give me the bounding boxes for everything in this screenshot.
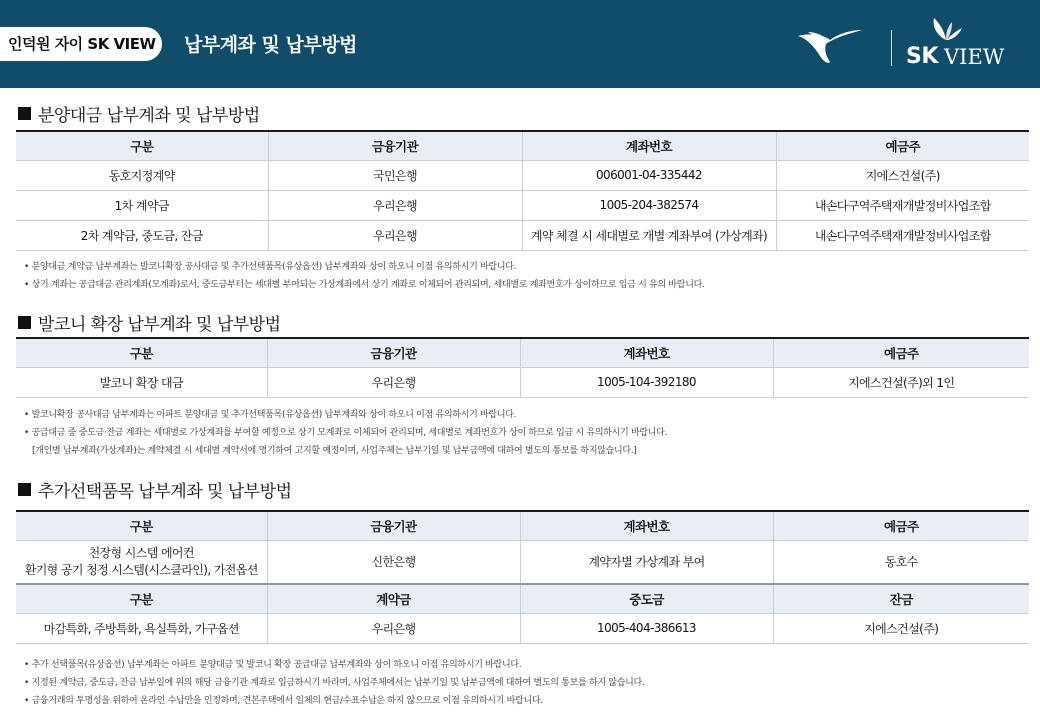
note-item: • 상기 계좌는 공급대금 관리계좌(모계좌)로서, 중도금부터는 세대별 부여되는 가상계좌에서 상기 계좌로 이체되어 관리되며, 세대별로 계좌번호가 상이하므로 입금 시 유의 바랍니다.	[24, 276, 705, 294]
table-cell: 내손다구역주택재개발정비사업조합	[776, 220, 1029, 250]
table-cell: 마감특화, 주방특화, 욕실특화, 가구옵션	[16, 613, 267, 643]
table-cell: 지에스건설(주)	[776, 160, 1029, 190]
col-header: 금융기관	[268, 131, 522, 160]
col-header: 구분	[16, 338, 267, 367]
page-header	[0, 0, 1040, 88]
section1-title-text: 분양대금 납부계좌 및 납부방법	[38, 106, 260, 126]
section2-notes	[24, 406, 667, 460]
col-header: 예금주	[773, 338, 1029, 367]
col-header: 예금주	[773, 511, 1029, 540]
col-header: 예금주	[776, 131, 1029, 160]
table-header-row	[16, 511, 1029, 540]
table-row	[16, 367, 1029, 397]
bird-logo-icon	[796, 26, 864, 66]
table-cell: 신한은행	[267, 540, 520, 584]
note-item: • 발코니확장 공사대금 납부계좌는 아파트 분양대금 및 추가선택품목(유상옵션) 납부계좌와 상이 하오니 이점 유의하시기 바랍니다.	[24, 406, 667, 424]
col-header: 중도금	[520, 584, 773, 613]
table-cell: 국민은행	[268, 160, 522, 190]
col-header: 구분	[16, 131, 268, 160]
col-header: 구분	[16, 511, 267, 540]
table-row	[16, 220, 1029, 250]
table-header-row	[16, 338, 1029, 367]
table-cell: 2차 계약금, 중도금, 잔금	[16, 220, 268, 250]
section3-notes	[24, 656, 645, 710]
table-row	[16, 540, 1029, 584]
table-cell: 우리은행	[268, 220, 522, 250]
col-header: 계약금	[267, 584, 520, 613]
section2-title-text: 발코니 확장 납부계좌 및 납부방법	[38, 315, 281, 335]
square-bullet-icon	[18, 107, 31, 120]
section1-title	[18, 101, 260, 126]
table-row	[16, 190, 1029, 220]
col-header: 금융기관	[267, 511, 520, 540]
section2-title	[18, 310, 281, 335]
section1-table	[16, 130, 1029, 251]
section3-title-text: 추가선택품목 납부계좌 및 납부방법	[38, 482, 292, 502]
table-cell: 동호지정계약	[16, 160, 268, 190]
col-header: 계좌번호	[522, 131, 776, 160]
sk-view-logo	[906, 14, 1026, 74]
col-header: 계좌번호	[520, 338, 773, 367]
table-row	[16, 613, 1029, 643]
table-header-row	[16, 131, 1029, 160]
table-cell: 1차 계약금	[16, 190, 268, 220]
table-cell: 1005-404-386613	[520, 613, 773, 643]
table-cell: 우리은행	[268, 190, 522, 220]
col-header: 금융기관	[267, 338, 520, 367]
sk-butterfly-icon	[928, 14, 964, 46]
square-bullet-icon	[18, 483, 31, 496]
table-cell: 006001-04-335442	[522, 160, 776, 190]
table-cell: 계약자별 가상계좌 부여	[520, 540, 773, 584]
section3-title	[18, 477, 292, 502]
table-row	[16, 160, 1029, 190]
note-item: • 분양대금 계약금 납부계좌는 발코니확장 공사대금 및 추가선택품목(유상옵션) 납부계좌와 상이 하오니 이점 유의하시기 바랍니다.	[24, 258, 705, 276]
note-item: • 공급대금 중 중도금·잔금 계좌는 세대별로 가상계좌를 부여할 예정으로 상기 모계좌로 이체되어 관리되며, 세대별로 계좌번호가 상이 하므로 입금 시 유의하시기 바랍니다.	[24, 424, 667, 442]
page-title: 납부계좌 및 납부방법	[184, 34, 357, 56]
table-cell: 1005-204-382574	[522, 190, 776, 220]
table-cell: 내손다구역주택재개발정비사업조합	[776, 190, 1029, 220]
square-bullet-icon	[18, 316, 31, 329]
note-item: • 추가 선택품목(유상옵션) 납부계좌는 아파트 분양대금 및 발코니 확장 공급대금 납부계좌와 상이 하오니 이점 유의하시기 바랍니다.	[24, 656, 645, 674]
note-item: [개인별 납부계좌(가상계좌)는 계약체결 시 세대별 계약서에 명기하여 고지할 예정이며, 사업주체는 납부기일 및 납부금액에 대하여 별도의 통보를 하지않습니다.]	[32, 446, 637, 456]
table-cell: 동호수	[773, 540, 1029, 584]
table-cell: 우리은행	[267, 367, 520, 397]
note-item: • 지정된 계약금, 중도금, 잔금 납부일에 위의 해당 금융기관 계좌로 입금하시기 바라며, 사업주체에서는 납부기일 및 납부금액에 대하여 별도의 통보를 하지 않습니다.	[24, 674, 645, 692]
col-header: 계좌번호	[520, 511, 773, 540]
section1-notes	[24, 258, 705, 294]
col-header: 구분	[16, 584, 267, 613]
header-divider	[891, 30, 892, 66]
brand-view: VIEW	[944, 45, 1005, 69]
note-item: • 금융거래의 투명성을 위하여 온라인 수납만을 인정하며, 견본주택에서 일체의 현금/수표수납은 하지 않으므로 이점 유의하시기 바랍니다.	[24, 692, 645, 710]
brand-sk: SK	[906, 44, 938, 69]
table-cell: 지에스건설(주)	[773, 613, 1029, 643]
item-line: 천장형 시스템 에어컨	[88, 545, 194, 560]
col-header: 잔금	[773, 584, 1029, 613]
complex-name-pill: 인덕원 자이 SK VIEW	[0, 27, 162, 61]
table-cell: 우리은행	[267, 613, 520, 643]
table-subheader-row	[16, 584, 1029, 613]
table-cell: 계약 체결 시 세대별로 개별 계좌부여 (가상계좌)	[522, 220, 776, 250]
item-line: 환기형 공기 청정 시스템(시스클라인), 가전옵션	[24, 562, 258, 577]
table-cell	[16, 540, 267, 584]
section2-table	[16, 337, 1029, 398]
table-cell: 발코니 확장 대금	[16, 367, 267, 397]
table-cell: 1005-104-392180	[520, 367, 773, 397]
section3-table	[16, 510, 1029, 644]
table-cell: 지에스건설(주)외 1인	[773, 367, 1029, 397]
